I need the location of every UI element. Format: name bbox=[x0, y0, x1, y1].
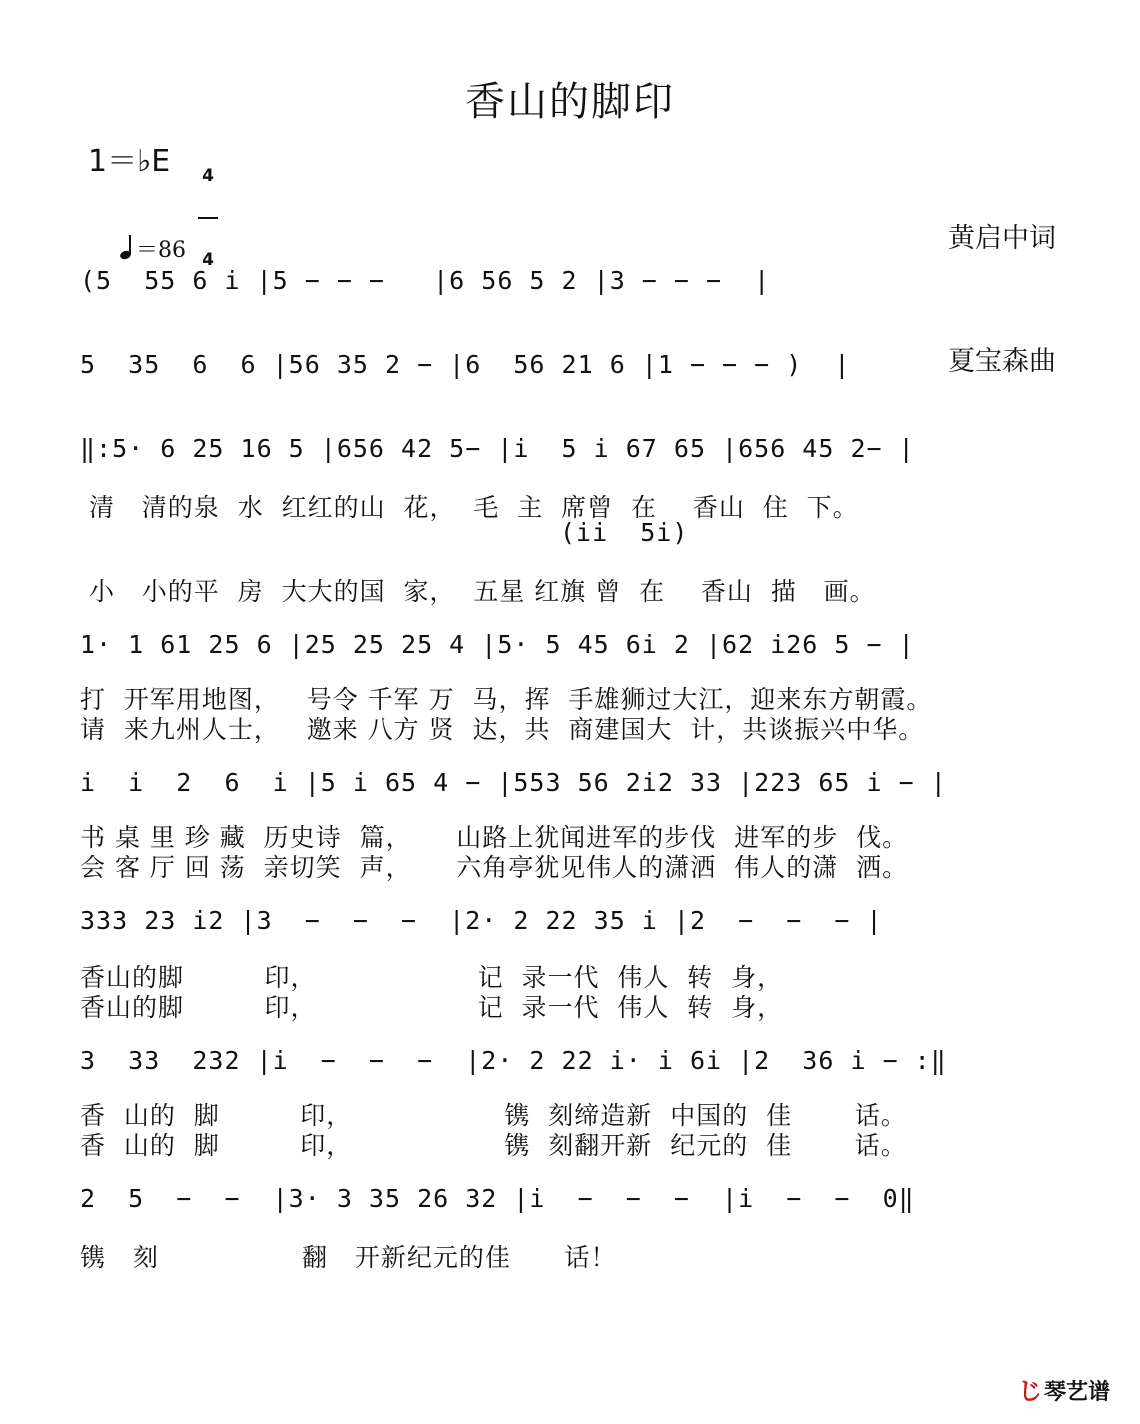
composer: 夏宝森曲 bbox=[948, 346, 1056, 377]
credits bbox=[948, 136, 1056, 423]
time-signature bbox=[198, 136, 218, 284]
lyric-line-6b: 香山的脚 印， 记 录一代 伟人 转 身， bbox=[80, 993, 784, 1022]
lyric-line-5a: 书 桌 里 珍 藏 历史诗 篇， 山路上犹闻进军的步伐 进军的步 伐。 bbox=[80, 823, 909, 852]
lyric-line-5b: 会 客 厅 回 荡 亲切笑 声， 六角亭犹见伟人的潇洒 伟人的潇 洒。 bbox=[80, 853, 909, 882]
lyric-line-7b: 香 山的 脚 印， 镌 刻翻开新 纪元的 佳 话。 bbox=[80, 1131, 907, 1160]
music-line-7: 3 33 232 |i − − − |2· 2 22 i· i 6i |2 36 i − :‖ bbox=[80, 1046, 947, 1075]
lyric-line-3a: 清 清的泉 水 红红的山 花， 毛 主 席曾 在 香山 住 下。 bbox=[80, 493, 859, 522]
music-line-8: 2 5 − − |3· 3 35 26 32 |i − − − |i − − 0‖ bbox=[80, 1184, 915, 1213]
time-signature-line bbox=[198, 217, 218, 219]
music-line-4: 1· 1 61 25 6 |25 25 25 4 |5· 5 45 6i 2 |62 i26 5 − | bbox=[80, 630, 915, 659]
music-line-5: i i 2 6 i |5 i 65 4 − |553 56 2i2 33 |223 65 i − | bbox=[80, 768, 947, 797]
watermark-logo-icon: じ bbox=[1017, 1377, 1042, 1405]
time-signature-bottom: 4 bbox=[202, 250, 214, 270]
quarter-note-icon bbox=[120, 237, 136, 259]
alt-notes: (ii 5i) bbox=[560, 518, 689, 547]
lyric-line-6a: 香山的脚 印， 记 录一代 伟人 转 身， bbox=[80, 963, 784, 992]
tempo-value: ＝86 bbox=[136, 238, 186, 263]
tempo-mark bbox=[106, 208, 186, 264]
lyric-line-4a: 打 开军用地图， 号令 千军 万 马，挥 手雄狮过大江，迎来东方朝霞。 bbox=[80, 685, 933, 714]
music-line-1: (5 55 6 i |5 − − − |6 56 5 2 |3 − − − | bbox=[80, 266, 771, 295]
music-line-6: 333 23 i2 |3 − − − |2· 2 22 35 i |2 − − − | bbox=[80, 906, 883, 935]
key-signature: 1＝♭E bbox=[88, 144, 171, 179]
lyric-line-4b: 请 来九州人士， 邀来 八方 贤 达，共 商建国大 计，共谈振兴中华。 bbox=[80, 715, 925, 744]
song-title: 香山的脚印 bbox=[465, 79, 675, 125]
lyric-line-8: 镌 刻 翻 开新纪元的佳 话！ bbox=[80, 1243, 617, 1272]
watermark-text: 琴艺谱 bbox=[1043, 1380, 1110, 1405]
music-line-2: 5 35 6 6 |56 35 2 − |6 56 21 6 |1 − − − ) | bbox=[80, 350, 851, 379]
music-line-3: ‖:5· 6 25 16 5 |656 42 5− |i 5 i 67 65 |656 45 2− | bbox=[80, 434, 915, 463]
time-signature-top: 4 bbox=[202, 166, 214, 186]
lyric-line-7a: 香 山的 脚 印， 镌 刻缔造新 中国的 佳 话。 bbox=[80, 1101, 907, 1130]
lyric-line-3b: 小 小的平 房 大大的国 家， 五星 红旗 曾 在 香山 描 画。 bbox=[80, 577, 876, 606]
lyricist: 黄启中词 bbox=[948, 223, 1056, 254]
watermark bbox=[1018, 1371, 1110, 1406]
